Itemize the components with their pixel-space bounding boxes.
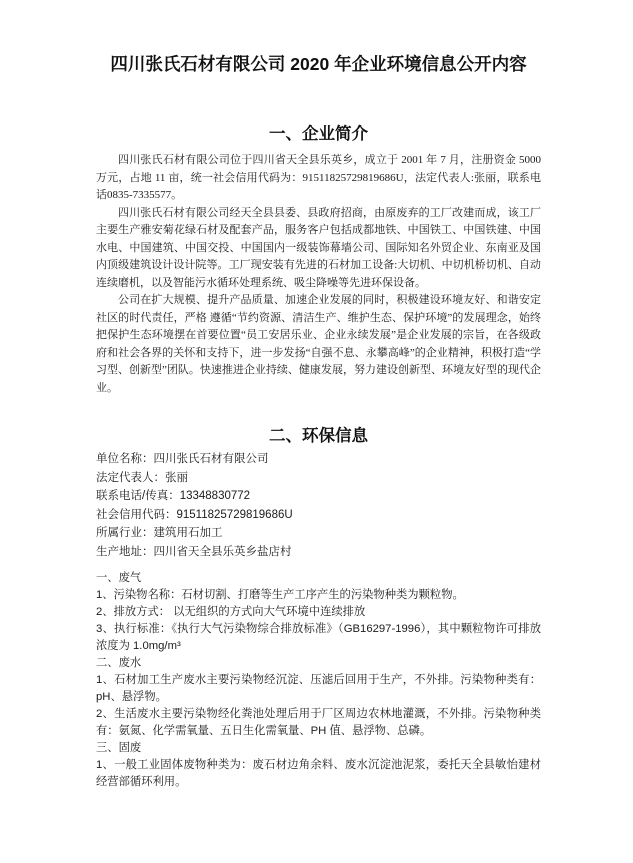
env-detail-heading-waste-gas: 一、废气 (96, 572, 142, 584)
env-info-line-unit-name: 单位名称：四川张氏石材有限公司 (96, 453, 269, 465)
env-info-line-address: 生产地址：四川省天全县乐英乡盐店村 (96, 545, 292, 558)
env-info-block (96, 450, 541, 561)
intro-section (96, 152, 541, 397)
env-info-line-industry: 所属行业：建筑用石加工 (96, 527, 223, 539)
section-heading-env: 二、环保信息 (269, 427, 368, 445)
intro-paragraph: 四川张氏石材有限公司位于四川省天全县乐英乡，成立于 2001 年 7 月，注册资金 5000 万元，占地 11 亩，统一社会信用代码为：91511825729819686U，法定代表人:张丽，联系电话0835-7335577。 (96, 154, 541, 201)
env-detail-line: 2、生活废水主要污染物经化粪池处理后用于厂区周边农林地灌溉，不外排。污染物种类有：氨氮、化学需氧量、五日生化需氧量、PH 值、悬浮物、总磷。 (96, 708, 541, 737)
env-info-line-phone-fax: 联系电话/传真：13348830772 (96, 490, 251, 502)
section-heading-intro: 一、企业简介 (269, 125, 368, 143)
env-info-line-credit-code: 社会信用代码：91511825729819686U (96, 508, 293, 521)
env-detail-heading-solid-waste: 三、固废 (96, 742, 142, 754)
env-detail-block (96, 570, 541, 791)
env-info-line-legal-rep: 法定代表人：张丽 (96, 471, 188, 484)
env-detail-line: 1、一般工业固体废物种类为：废石材边角余料、废水沉淀池泥浆，委托天全县敏怡建材经营部循环利用。 (96, 759, 541, 788)
intro-paragraph: 四川张氏石材有限公司经天全县县委、县政府招商，由原废弃的工厂改建而成，该工厂主要生产雅安菊花绿石材及配套产品，服务客户包括成都地铁、中国铁工、中国铁建、中国水电、中国建筑、中国交投、中国国内一级装饰幕墙公司、国际知名外贸企业、东南亚及国内顶级建筑设计设计院等。工厂现安装有先进的石材加工设备:大切机、中切机桥切机、自动连续磨机，以及智能污水循环处理系统、吸尘降噪等先进环保设备。 (96, 206, 541, 289)
env-detail-line: 3、执行标准：《执行大气污染物综合排放标准》（GB16297-1996），其中颗粒物许可排放浓度为 1.0mg/m³ (96, 623, 541, 652)
document-title: 四川张氏石材有限公司 2020 年企业环境信息公开内容 (110, 54, 527, 74)
env-detail-line: 1、污染物名称：石材切割、打磨等生产工序产生的污染物种类为颗粒物。 (96, 589, 464, 601)
env-detail-heading-waste-water: 二、废水 (96, 657, 142, 669)
intro-paragraph: 公司在扩大规模、提升产品质量、加速企业发展的同时，积极建设环境友好、和谐安定社区的时代责任，严格 遵循“节约资源、清洁生产、维护生态、保护环境”的发展理念，始终把保护生态环境摆在首要位置“员工安居乐业、企业永续发展”是企业发展的宗旨，在各级政府和社会各界的关怀和支持下，进一步发扬“自强不息、永攀高峰”的企业精神，积极打造“学习型、创新型”团队。快速推进企业持续、健康发展，努力建设创新型、环境友好型的现代企业。 (96, 294, 541, 394)
env-detail-line: 2、排放方式： 以无组织的方式向大气环境中连续排放 (96, 606, 366, 618)
env-detail-line: 1、石材加工生产废水主要污染物经沉淀、压滤后回用于生产，不外排。污染物种类有：pH、悬浮物。 (96, 674, 541, 703)
